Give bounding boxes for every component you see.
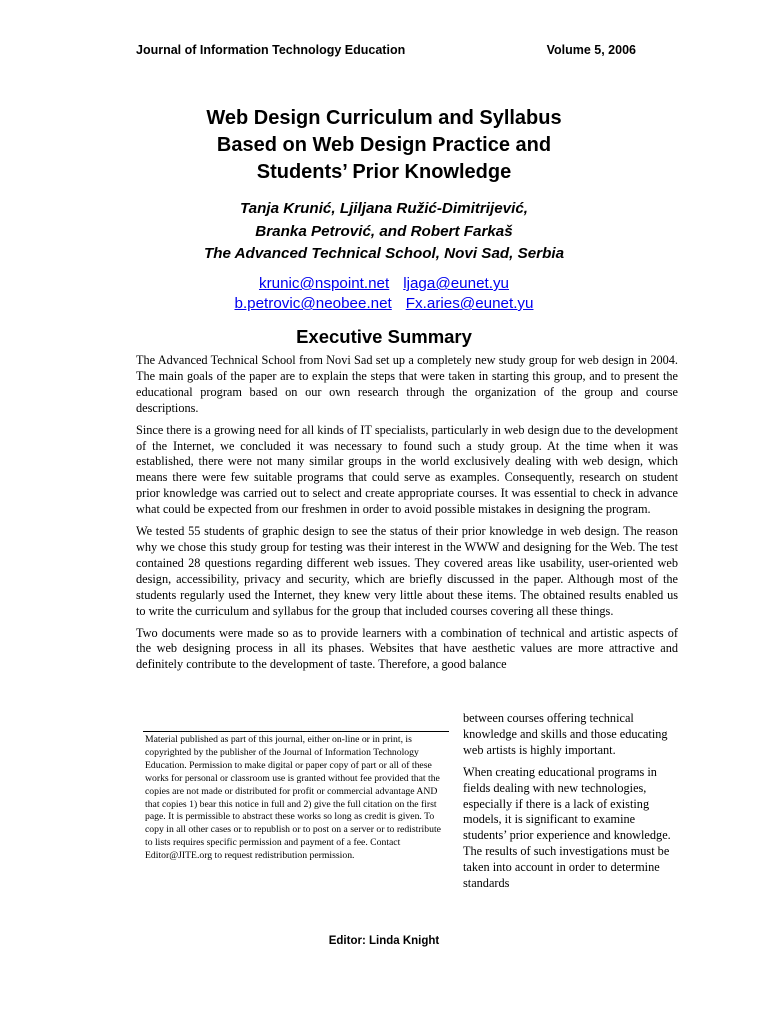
email-link-ljaga[interactable]: ljaga@eunet.yu: [403, 275, 510, 292]
running-header: [136, 43, 636, 61]
email-link-bpetrovic[interactable]: b.petrovic@neobee.net: [234, 295, 392, 312]
footnote-divider: [143, 731, 449, 732]
summary-body: [136, 353, 678, 679]
paragraph-4: Two documents were made so as to provide learners with a combination of technical and artistic aspects of the web designing process in all its phases. Websites that have aesthetic values are more attractive and definitely contribute to the development of taste. Therefore, a good balance: [136, 625, 678, 672]
title-line-3: Students’ Prior Knowledge: [256, 161, 512, 183]
email-link-krunic[interactable]: krunic@nspoint.net: [258, 275, 390, 292]
paper-title: [106, 105, 662, 186]
title-line-1: Web Design Curriculum and Syllabus: [206, 107, 562, 129]
copyright-notice: [145, 734, 445, 863]
author-block: [106, 198, 662, 266]
section-heading: Executive Summary: [296, 326, 472, 347]
paragraph-2: Since there is a growing need for all kinds of IT specialists, particularly in web design due to the development of the Internet, we concluded it was necessary to found such a study group. At the time when it was established, there were not many similar groups in the world exclusively dealing with web design, which means there were few suitable programs that could serve as examples. Consequently, research on student prior knowledge was carried out to select and create appropriate courses. It was essential to check in advance what could be expected from our freshmen in order to avoid possible mistakes in designing the program.: [136, 422, 678, 517]
right-column: [463, 711, 678, 898]
authors-line-1: Tanja Krunić, Ljiljana Ružić-Dimitrijević,: [239, 200, 529, 217]
volume-label: Volume 5, 2006: [546, 43, 636, 57]
editor-credit: Editor: Linda Knight: [328, 935, 440, 947]
paragraph-1: The Advanced Technical School from Novi Sad set up a completely new study group for web design in 2004. The main goals of the paper are to explain the steps that were taken in starting this group, and to present the educational program based on our own research through the organization of the group and course descriptions.: [136, 353, 678, 415]
journal-name: Journal of Information Technology Education: [136, 43, 406, 57]
paragraph-3: We tested 55 students of graphic design to see the status of their prior knowledge in web design. The reason why we chose this study group for testing was their interest in the WWW and designing for the Web. The test contained 28 questions regarding different web issues. They covered areas like usability, user-oriented web design, accessibility, privacy and security, which are briefly discussed in the paper. Although most of the students regularly used the Internet, they knew very little about these items. The obtained results enabled us to write the curriculum and syllabus for the group that included courses covering all these things.: [136, 524, 678, 618]
paragraph-5: When creating educational programs in fields dealing with new technologies, especially if there is a lack of existing models, it is significant to examine students’ prior experience and knowledge. The results of such investigations must be taken into account in order to determine standards: [463, 764, 671, 891]
email-block: [106, 274, 662, 314]
email-link-fxaries[interactable]: Fx.aries@eunet.yu: [405, 295, 534, 312]
paragraph-4-continued: between courses offering technical knowledge and skills and those educating web artists is highly important.: [463, 711, 668, 757]
authors-line-2: Branka Petrović, and Robert Farkaš: [255, 222, 513, 240]
affiliation: The Advanced Technical School, Novi Sad, Serbia: [203, 245, 565, 262]
title-line-2: Based on Web Design Practice and: [216, 134, 552, 156]
copyright-text: Material published as part of this journal, either on-line or in print, is copyrighted by the publisher of the Journal of Information Technology Education. Permission to make digital or paper copy of part or all of these works for personal or classroom use is granted without fee provided that the copies are not made or distributed for profit or commercial advantage AND that copies 1) bear this notice in full and 2) give the full citation on the first page. It is permissible to abstract these works so long as credit is given. To copy in all other cases or to republish or to post on a server or to redistribute to lists requires specific permission and payment of a fee. Contact Editor@JITE.org to request redistribution permission.: [145, 734, 441, 862]
